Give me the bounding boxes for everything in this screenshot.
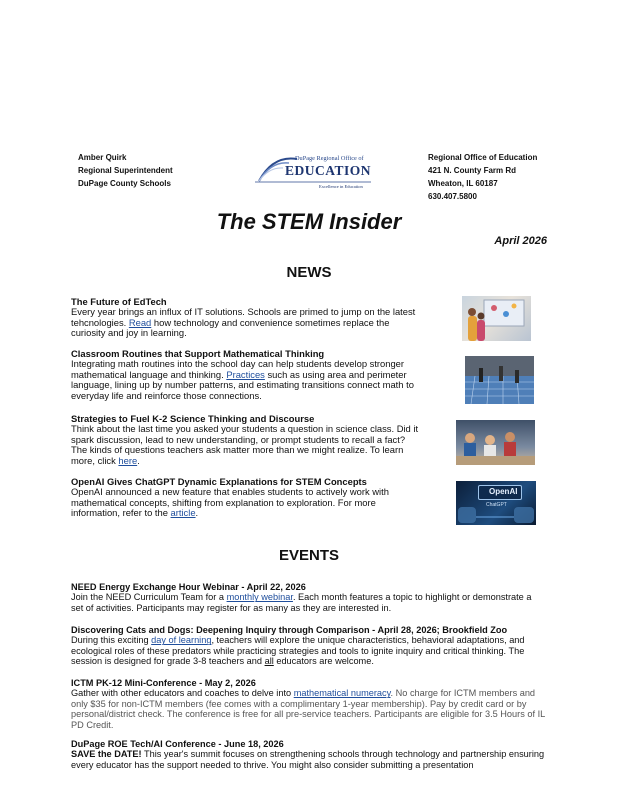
superintendent-title: Regional Superintendent: [78, 166, 173, 175]
students-group-icon: [456, 420, 535, 465]
office-name: Regional Office of Education: [428, 153, 538, 162]
newsletter-date: April 2026: [494, 235, 547, 247]
robot-hands-icon: [456, 481, 536, 525]
article-text: Think about the last time you asked your students a question in science class. Did it spark discussion, lead to new understanding, or prompt students to recall a fact? The kinds of questions teachers ask matter more than we might realize. To learn more, click: [71, 423, 419, 466]
practices-link[interactable]: Practices: [226, 368, 265, 380]
read-link[interactable]: Read: [128, 316, 152, 328]
openai-photo: [456, 481, 536, 525]
logo-main-text: EDUCATION: [285, 163, 372, 178]
event-text: . Each month features a topic to highlight or demonstrate a set of activities. Participants may register for as many as they are interested in.: [71, 592, 532, 613]
article-text: Integrating math routines into the school day can help students develop stronger mathematical language and thinking.: [71, 358, 405, 380]
article-text: such as using area and perimeter language, lining up by number patterns, and estimating transitions connect math to everyday life and reinforce those connections.: [71, 368, 414, 401]
event-text: , teachers will explore the unique characteristics, behavioral adaptations, and ecological roles of these predators while practicing strategies and tools to ignite inquiry and critical thinking. The session is designed for grade 3-8 teachers and: [71, 635, 525, 667]
news-article-1: [71, 297, 421, 339]
article-text: .: [137, 454, 140, 466]
article-text: OpenAI announced a new feature that enables students to actively work with mathematical concepts, shifting from explanation to exploration. For more information, refer to the: [71, 486, 389, 519]
news-article-2: [71, 349, 426, 401]
event-title: ICTM PK-12 Mini-Conference - May 2, 2026: [71, 678, 256, 688]
superintendent-block: [78, 151, 173, 190]
event-text: . No charge for ICTM members and only $35 for non-ICTM members (fee comes with a complimentary 1-year membership). Pay by credit card or by personal/district check. The conference is free for all pre-service teachers. Participants are eligible for 3.5 Hours of IL PD Credit.: [71, 688, 545, 730]
article-text: .: [195, 507, 199, 519]
office-address-block: [428, 151, 537, 203]
article-link[interactable]: article: [170, 507, 196, 519]
news-heading: NEWS: [286, 264, 332, 281]
roe-logo: [253, 151, 373, 193]
event-title: NEED Energy Exchange Hour Webinar - April 22, 2026: [71, 582, 306, 592]
event-2: [71, 625, 546, 667]
save-the-date-text: SAVE the DATE!: [71, 749, 142, 760]
office-phone: 630.407.5800: [428, 192, 477, 201]
event-text: This year's summit focuses on strengthening schools through technology and partnership ensuring every educator has the support needed to thrive. You might also consider submitting a presentation: [71, 749, 545, 770]
day-of-learning-link[interactable]: day of learning: [151, 635, 212, 646]
event-3: [71, 678, 546, 730]
event-text: educators are welcome.: [273, 656, 374, 667]
news-article-4: [71, 477, 421, 519]
article-title: The Future of EdTech: [71, 296, 167, 307]
article-title: Classroom Routines that Support Mathematical Thinking: [71, 348, 325, 359]
article-title: OpenAI Gives ChatGPT Dynamic Explanations for STEM Concepts: [71, 476, 367, 487]
event-1: [71, 582, 546, 613]
event-text: During this exciting: [71, 635, 152, 646]
science-class-photo: [456, 420, 535, 465]
event-emphasis: all: [264, 656, 274, 667]
newsletter-title: The STEM Insider: [216, 209, 402, 234]
chatgpt-label: ChatGPT: [486, 502, 507, 508]
superintendent-org: DuPage County Schools: [78, 179, 171, 188]
here-link[interactable]: here: [118, 454, 138, 466]
superintendent-name: Amber Quirk: [78, 153, 127, 162]
logo-tagline: Excellence in Education: [319, 184, 363, 189]
event-text: Join the NEED Curriculum Team for a: [71, 592, 227, 603]
office-street: 421 N. County Farm Rd: [428, 166, 517, 175]
event-title: Discovering Cats and Dogs: Deepening Inquiry through Comparison - April 28, 2026; Brookfield Zoo: [71, 625, 508, 635]
article-text: how technology and convenience sometimes replace the curiosity and joy in learning.: [71, 316, 390, 339]
event-title: DuPage ROE Tech/AI Conference - June 18, 2026: [71, 739, 284, 749]
classroom-screen-icon: [462, 296, 531, 341]
events-heading: EVENTS: [278, 547, 339, 564]
event-text: Gather with other educators and coaches to delve into: [71, 688, 294, 699]
monthly-webinar-link[interactable]: monthly webinar: [226, 592, 293, 603]
openai-label: OpenAI: [489, 487, 518, 496]
article-text: Every year brings an influx of IT solutions. Schools are primed to jump on the latest tehcnologies.: [71, 306, 416, 328]
news-article-3: [71, 414, 421, 466]
event-4: [71, 739, 546, 770]
math-routines-photo: [465, 356, 534, 404]
logo-top-text: DuPage Regional Office of: [295, 155, 364, 162]
article-title: Strategies to Fuel K-2 Science Thinking and Discourse: [71, 413, 315, 424]
mathematical-numeracy-link[interactable]: mathematical numeracy: [293, 688, 391, 699]
grid-floor-icon: [465, 356, 534, 404]
office-city: Wheaton, IL 60187: [428, 179, 498, 188]
edtech-photo: [462, 296, 531, 341]
